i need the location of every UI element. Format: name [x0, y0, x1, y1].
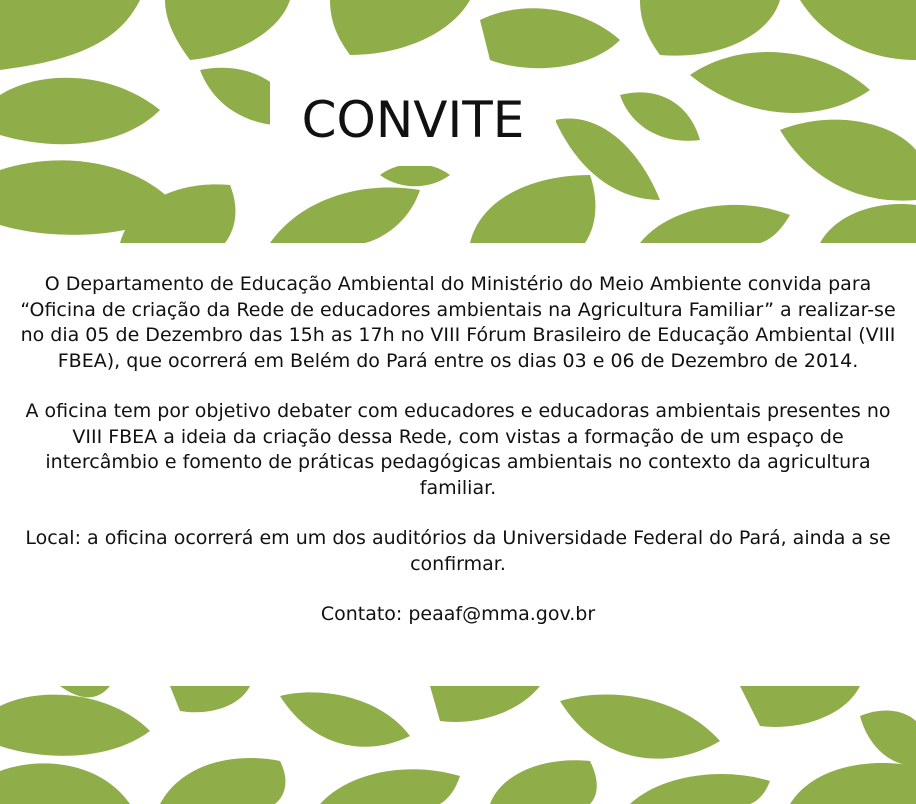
location-paragraph: Local: a oficina ocorrerá em um dos auditórios da Universidade Federal do Pará, ainda a se confirmar.	[25, 527, 891, 575]
contact-line: Contato: peaaf@mma.gov.br	[320, 603, 596, 625]
leaf-banner-bottom	[0, 686, 916, 804]
page-title: CONVITE	[301, 91, 525, 149]
title-box	[270, 74, 556, 166]
invitation-paragraph: O Departamento de Educação Ambiental do Ministério do Meio Ambiente convida para “Oficina de criação da Rede de educadores ambientais na Agricultura Familiar” a realizar-se no dia 05 de Dezembro das 15h as 17h no VIII Fórum Brasileiro de Educação Ambiental (VIII FBEA), que ocorrerá em Belém do Pará entre os dias 03 e 06 de Dezembro de 2014.	[20, 273, 896, 372]
objective-paragraph: A oficina tem por objetivo debater com educadores e educadoras ambientais presentes no VIII FBEA a ideia da criação dessa Rede, com vistas a formação de um espaço de intercâmbio e fomento de práticas pedagógicas ambientais no contexto da agricultura familiar.	[25, 400, 891, 499]
leaves-pattern-bottom	[0, 686, 916, 804]
invitation-body	[20, 272, 896, 653]
